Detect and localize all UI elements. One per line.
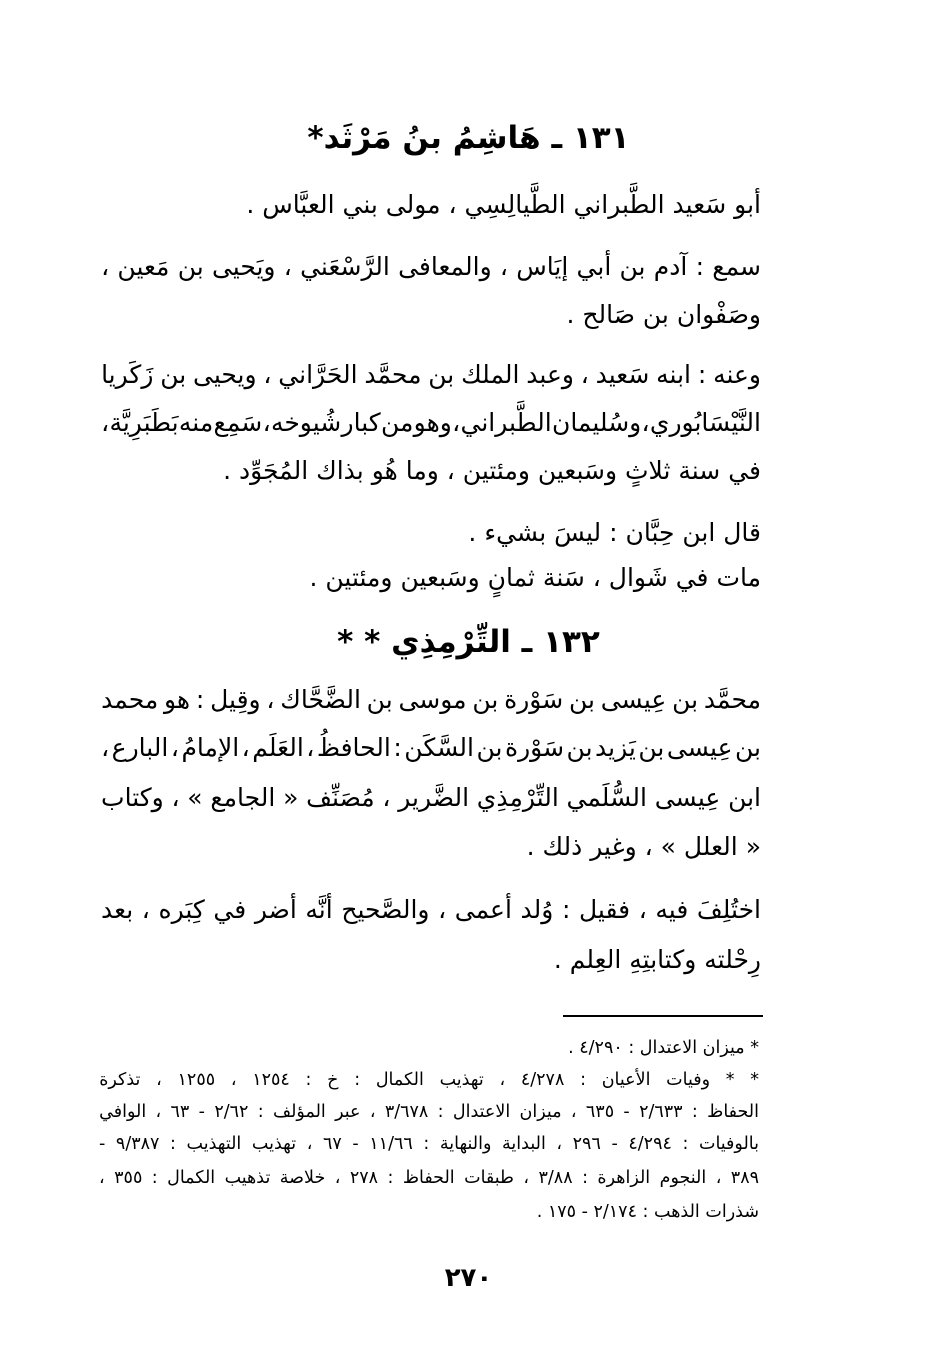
word: : — [437, 1102, 444, 1122]
word: ، — [156, 1070, 162, 1090]
word: سَعيد — [595, 360, 650, 389]
word: وعبد — [526, 360, 574, 389]
word: الكمال — [375, 1070, 424, 1090]
word: بن — [476, 733, 503, 762]
word: ، — [369, 1102, 376, 1122]
word: بن — [177, 252, 204, 281]
word: ، — [306, 1134, 313, 1154]
word: النَّيْسَابُوري — [649, 408, 761, 437]
footnote-2-line-1 — [99, 1070, 759, 1090]
word: « — [283, 783, 299, 812]
word: ٤/٢٧٨ — [520, 1070, 565, 1090]
word: ابن — [728, 783, 761, 812]
word: وعنه — [713, 360, 761, 389]
word: عِيسى — [666, 733, 733, 762]
word: ، — [266, 685, 275, 714]
word: ، — [638, 895, 647, 924]
word: سَوْرة — [505, 733, 565, 762]
word: : — [151, 1168, 158, 1188]
word: ٢٩٦ — [572, 1134, 601, 1154]
word: ، — [499, 252, 508, 281]
word: شُيوخه — [270, 408, 342, 437]
word: ، — [141, 895, 150, 924]
word: بَطَبَرِيَّة — [109, 408, 179, 437]
entry-132-p2-line-1 — [101, 895, 761, 924]
word: : — [387, 1168, 394, 1188]
word: والنهاية — [439, 1134, 492, 1154]
word: العَلَم — [252, 733, 304, 762]
word: ٣/٦٧٨ — [384, 1102, 429, 1122]
word: ، — [230, 1070, 237, 1090]
word: في — [213, 895, 247, 924]
footnote-2-line-3 — [99, 1134, 759, 1154]
word: بن — [735, 733, 761, 762]
word: محمد — [101, 685, 159, 714]
word: تهذيب — [439, 1070, 484, 1090]
word: تهذيب — [251, 1134, 297, 1154]
word: ، — [382, 783, 391, 812]
word: : — [257, 1102, 264, 1122]
word: الاعتدال — [452, 1102, 511, 1122]
word: ، — [452, 408, 461, 437]
entry-132-p1-line-4: « العلل » ، وغير ذلك . — [526, 832, 761, 861]
word: أبي — [576, 252, 612, 281]
entry-132-p1-line-2 — [101, 733, 761, 762]
word: بن — [160, 360, 187, 389]
word: ، — [241, 733, 250, 762]
word: » — [187, 783, 203, 812]
word: والصَّحيح — [341, 895, 430, 924]
word: بالوفيات — [698, 1134, 759, 1154]
word: محمَّد — [703, 685, 761, 714]
word: البارع — [111, 733, 169, 762]
word: بن — [619, 252, 646, 281]
word: بن — [568, 685, 595, 714]
word: ٤/٢٩٤ — [628, 1134, 672, 1154]
entry-132-heading: ١٣٢ ـ التِّرْمِذِي * * — [337, 624, 600, 660]
word: الكمال — [167, 1168, 216, 1188]
word: كِبَره — [158, 895, 205, 924]
word: : — [305, 1070, 312, 1090]
word: زَكَريا — [101, 360, 154, 389]
word: وكتاب — [101, 783, 164, 812]
footnote-1: * ميزان الاعتدال : ٤/٢٩٠ . — [568, 1038, 759, 1058]
word: ، — [523, 1168, 530, 1188]
word: طبقات — [464, 1168, 514, 1188]
word: ، — [101, 408, 110, 437]
word: : — [423, 1134, 430, 1154]
entry-131-anhu-line-3: في سنة ثلاثٍ وسَبعين ومئتين ، وما هُو بذاك المُجَوِّد . — [223, 456, 761, 485]
word: خ — [327, 1070, 339, 1090]
word: ، — [438, 895, 447, 924]
word: ، — [171, 783, 180, 812]
word: ، — [263, 360, 272, 389]
word: بن — [366, 685, 393, 714]
word: الجامع — [210, 783, 276, 812]
entry-131-line-1: أبو سَعيد الطَّبراني الطَّيالِسِي ، مولى بني العبَّاس . — [246, 190, 761, 219]
word: تذهيب — [224, 1168, 271, 1188]
word: مَعين — [117, 252, 170, 281]
word: عِيسى — [600, 685, 667, 714]
word: بن — [428, 360, 455, 389]
word: محمَّد — [364, 360, 422, 389]
word: بن — [672, 685, 699, 714]
word: ، — [101, 733, 110, 762]
word: ، — [283, 252, 292, 281]
entry-131-sami-line-1 — [101, 252, 761, 281]
word: الضَّرير — [398, 783, 470, 812]
word: ٩/٣٨٧ — [115, 1134, 160, 1154]
entry-131-sami-line-2: وصَفْوان بن صَالح . — [566, 300, 761, 329]
word: ويحيى — [193, 360, 257, 389]
word: الملك — [461, 360, 520, 389]
word: الطَّبراني — [460, 408, 552, 437]
word: الحفاظ — [707, 1102, 759, 1122]
word: فيه — [655, 895, 689, 924]
word: ، — [99, 1168, 105, 1188]
word: ، — [262, 408, 271, 437]
word: - — [352, 1134, 359, 1154]
word: ، — [155, 1102, 162, 1122]
word: خلاصة — [279, 1168, 326, 1188]
word: ، — [580, 360, 589, 389]
word: ٣٨٩ — [730, 1168, 759, 1188]
entry-131-anhu-line-1 — [101, 360, 761, 389]
entry-132-p1-line-3 — [101, 783, 761, 812]
word: ٢/٦٢ — [214, 1102, 249, 1122]
entry-131-anhu-line-2 — [101, 408, 761, 437]
word: كبار — [341, 408, 381, 437]
word: أعمى — [454, 895, 512, 924]
word: الحَرَّاني — [278, 360, 358, 389]
word: : — [561, 895, 571, 924]
word: المؤلف — [272, 1102, 326, 1122]
footnote-2-line-5: شذرات الذهب : ٢/١٧٤ - ١٧٥ . — [536, 1202, 759, 1222]
word: أضر — [254, 895, 297, 924]
word: الأعيان — [601, 1070, 651, 1090]
word: - — [198, 1102, 205, 1122]
word: ويَحيى — [211, 252, 276, 281]
word: وسُليمان — [551, 408, 642, 437]
word: الإمامُ — [181, 733, 240, 762]
word: ، — [306, 733, 315, 762]
word: : — [697, 360, 707, 389]
word: ، — [499, 1070, 506, 1090]
word: بن — [566, 733, 593, 762]
word: ٦٣٥ — [585, 1102, 615, 1122]
word: ، — [334, 1168, 341, 1188]
word: والمعافى — [398, 252, 492, 281]
word: السُّلَمي — [566, 783, 647, 812]
word: ٢٧٨ — [349, 1168, 379, 1188]
word: بن — [472, 685, 499, 714]
footnote-2-line-2 — [99, 1102, 759, 1122]
word: ٦٧ — [322, 1134, 342, 1154]
word: بن — [638, 733, 665, 762]
word: اختُلِفَ — [696, 895, 761, 924]
word: ١١/٦٦ — [369, 1134, 413, 1154]
word: : — [393, 733, 402, 762]
word: : — [354, 1070, 361, 1090]
word: تذكرة — [99, 1070, 141, 1090]
word: فقيل — [579, 895, 631, 924]
word: من — [380, 408, 414, 437]
word: ١٢٥٤ — [252, 1070, 290, 1090]
word: ٦٣ — [170, 1102, 190, 1122]
footnote-2-line-4 — [99, 1168, 759, 1188]
word: - — [623, 1102, 630, 1122]
word: بعد — [101, 895, 134, 924]
word: النجوم — [659, 1168, 707, 1188]
word: ، — [570, 1102, 577, 1122]
word: الوافي — [99, 1102, 147, 1122]
page-number: ٢٧٠ — [444, 1263, 493, 1293]
word: * — [725, 1070, 735, 1090]
word: عبر — [335, 1102, 361, 1122]
word: ٢/٦٣٣ — [639, 1102, 683, 1122]
word: ، — [715, 1168, 722, 1188]
word: وقِيل — [210, 685, 261, 714]
word: موسى — [398, 685, 467, 714]
word: الزاهرة — [597, 1168, 651, 1188]
word: ٣/٨٨ — [538, 1168, 573, 1188]
word: - — [611, 1134, 618, 1154]
footnote-divider — [563, 1015, 763, 1017]
entry-131-heading: ١٣١ ـ هَاشِمُ بنُ مَرْثَد* — [307, 120, 630, 156]
word: أنَّه — [305, 895, 333, 924]
word: ابنه — [656, 360, 691, 389]
word: ١٢٥٥ — [177, 1070, 216, 1090]
entry-132-p2-line-2: رِحْلته وكتابتِهِ العِلم . — [553, 945, 761, 974]
word: يَزيد — [595, 733, 636, 762]
word: ميزان — [519, 1102, 562, 1122]
word: وفيات — [666, 1070, 711, 1090]
word: : — [580, 1070, 586, 1090]
word: عِيسى — [654, 783, 721, 812]
word: * — [750, 1070, 759, 1090]
word: - — [99, 1134, 106, 1154]
word: ٣٥٥ — [114, 1168, 143, 1188]
word: : — [691, 1102, 698, 1122]
word: ، — [556, 1134, 563, 1154]
word: السَّكَن — [404, 733, 474, 762]
word: البداية — [502, 1134, 546, 1154]
word: آدم — [653, 252, 688, 281]
word: وهو — [413, 408, 452, 437]
word: ، — [170, 733, 179, 762]
word: : — [170, 1134, 176, 1154]
word: مُصَنِّف — [306, 783, 375, 812]
word: التِّرْمِذِي — [476, 783, 559, 812]
entry-132-p1-line-1 — [101, 685, 761, 714]
entry-131-death: مات في شَوال ، سَنة ثمانٍ وسَبعين ومئتين . — [309, 563, 761, 592]
word: منه — [178, 408, 214, 437]
word: سَوْرة — [504, 685, 564, 714]
word: : — [682, 1134, 689, 1154]
word: الحافظُ — [316, 733, 391, 762]
word: ، — [101, 252, 110, 281]
word: إيَاس — [516, 252, 569, 281]
word: وُلد — [520, 895, 554, 924]
word: الحفاظ — [402, 1168, 455, 1188]
word: هو — [164, 685, 191, 714]
word: سمع — [712, 252, 761, 281]
word: التهذيب — [186, 1134, 242, 1154]
word: : — [582, 1168, 588, 1188]
word: : — [695, 252, 705, 281]
word: الضَّحَّاك — [280, 685, 361, 714]
entry-131-ibn-hibban: قال ابن حِبَّان : ليسَ بشيء . — [468, 518, 761, 547]
word: الرَّسْعَني — [300, 252, 390, 281]
word: سَمِع — [213, 408, 263, 437]
word: ، — [641, 408, 650, 437]
word: : — [195, 685, 205, 714]
